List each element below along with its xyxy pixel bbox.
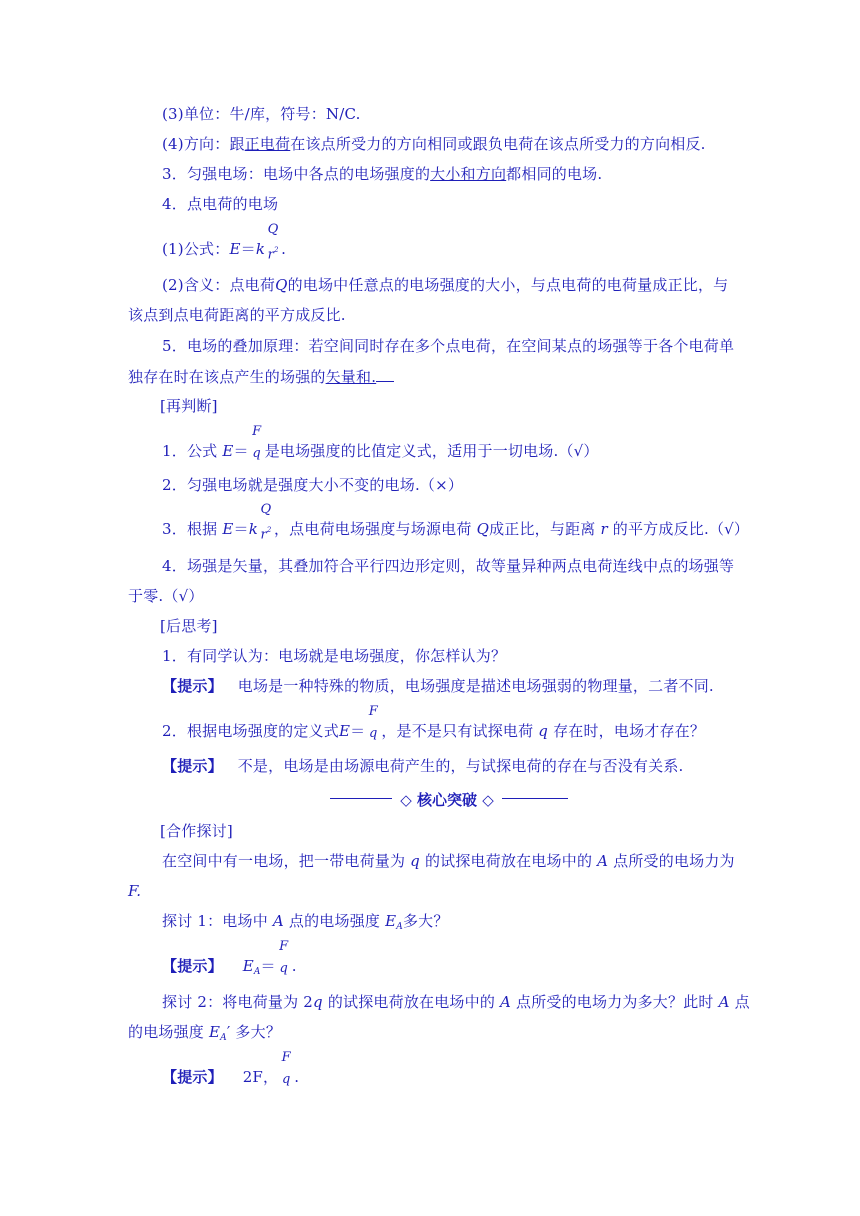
explore-1: 探讨 1：电场中 A 点的电场强度 $E_A$多大？: [162, 912, 449, 932]
meaning-line: (2)含义：点电荷Q的电场中任意点的电场强度的大小，与点电荷的电荷量成正比，与: [162, 276, 729, 294]
fraction-Q-over-r2: Q $r^2$: [267, 222, 279, 263]
fraction-F-over-q: F q: [279, 939, 289, 976]
hint-1: 【提示】 电场是一种特殊的物质，电场强度是描述电场强弱的物理量，二者不同.: [162, 677, 714, 695]
hint-label: 【提示】: [162, 1068, 223, 1086]
think-question-1: 1．有同学认为：电场就是电场强度，你怎样认为？: [162, 647, 507, 665]
superposition-line: 5．电场的叠加原理：若空间同时存在多个点电荷，在空间某点的场强等于各个电荷单: [162, 337, 735, 355]
hint-2: 【提示】 不是，电场是由场源电荷产生的，与试探电荷的存在与否没有关系.: [162, 757, 684, 775]
formula-line: (1)公式：E＝k Q $r^2$ .: [162, 222, 287, 263]
think-question-2: 2．根据电场强度的定义式E＝ F q ，是不是只有试探电荷 q 存在时，电场才存在？: [162, 704, 706, 741]
unit-line: (3)单位：牛/库，符号：N/C.: [162, 105, 361, 123]
direction-line: (4)方向：跟正电荷在该点所受力的方向相同或跟负电荷在该点所受力的方向相反.: [162, 135, 706, 153]
explore-2-cont: 的电场强度 $E_A'$ 多大？: [128, 1023, 282, 1043]
underlined-positive-charge: 正电荷: [244, 135, 291, 153]
fraction-F-over-q: F q: [368, 704, 378, 741]
rejudge-heading: [再判断]: [160, 397, 218, 415]
scenario-line: 在空间中有一电场，把一带电荷量为 q 的试探电荷放在电场中的 A 点所受的电场力为: [162, 852, 735, 870]
meaning-line-cont: 该点到点电荷距离的平方成反比.: [128, 306, 346, 324]
superposition-line-cont: 独存在时在该点产生的场强的矢量和.: [128, 367, 394, 386]
rethink-heading: [后思考]: [160, 617, 218, 635]
hint-4: 【提示】 2F， F q .: [162, 1050, 300, 1087]
judge-item-4-cont: 于零.（√）: [128, 587, 204, 605]
fraction-F-over-q: F q: [252, 424, 262, 461]
point-charge-heading: 4．点电荷的电场: [162, 195, 279, 213]
explore-2: 探讨 2：将电荷量为 2q 的试探电荷放在电场中的 A 点所受的电场力为多大？此时 A 点: [162, 993, 750, 1011]
judge-item-2: 2．匀强电场就是强度大小不变的电场.（×）: [162, 476, 464, 494]
fraction-F-over-q: F q: [281, 1050, 291, 1087]
hint-label: 【提示】: [162, 757, 223, 775]
hint-label: 【提示】: [162, 677, 223, 695]
hint-3: 【提示】 $E_A=$ F q .: [162, 939, 297, 977]
scenario-line-cont: F.: [128, 882, 142, 900]
cooperative-heading: [合作探讨]: [160, 822, 233, 840]
judge-item-4: 4．场强是矢量，其叠加符合平行四边形定则，故等量异种两点电荷连线中点的场强等: [162, 557, 735, 575]
fraction-Q-over-r2: Q $r^2$: [260, 502, 272, 543]
diamond-icon: ◇: [400, 791, 412, 809]
uniform-field-line: 3．匀强电场：电场中各点的电场强度的大小和方向都相同的电场.: [162, 165, 603, 183]
section-title: ◇ 核心突破 ◇: [400, 791, 494, 809]
diamond-icon: ◇: [482, 791, 494, 809]
underlined-vector-sum: 矢量和.: [325, 368, 377, 386]
judge-item-1: 1．公式 E＝ F q 是电场强度的比值定义式，适用于一切电场.（√）: [162, 424, 599, 461]
hint-label: 【提示】: [162, 957, 223, 975]
underlined-magnitude-direction: 大小和方向: [430, 165, 507, 183]
section-divider-right: [502, 798, 568, 799]
judge-item-3: 3．根据 E＝k Q $r^2$ ，点电荷电场强度与场源电荷 Q成正比，与距离 r 的平方成反比.（√）: [162, 502, 750, 543]
